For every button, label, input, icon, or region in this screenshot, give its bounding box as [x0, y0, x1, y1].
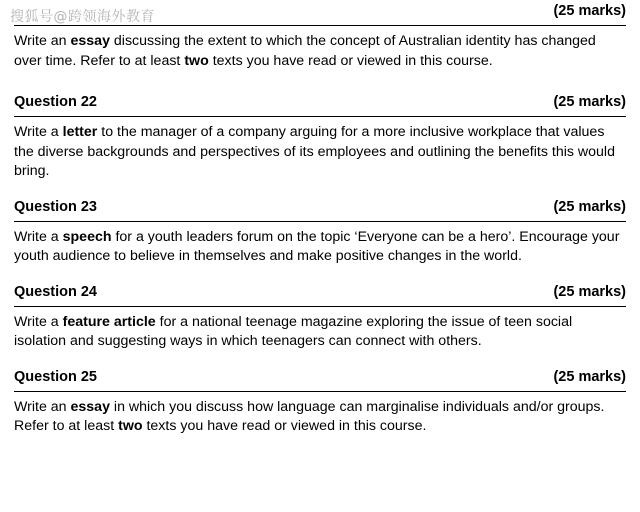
question-marks: (25 marks): [553, 3, 626, 19]
divider-rule: [14, 306, 626, 307]
body-text: Write an: [14, 398, 71, 415]
body-text: in which you discuss how language can marginalise individuals and/or groups. Refer to at least: [14, 398, 605, 434]
question-block-25: [14, 366, 626, 437]
divider-rule: [14, 391, 626, 392]
watermark-text: 搜狐号@跨领海外教育: [10, 9, 155, 25]
question-title-22: Question 22: [14, 94, 97, 110]
body-text: texts you have read or viewed in this course.: [208, 52, 493, 69]
body-text: Write an: [14, 33, 71, 49]
question-marks-25: (25 marks): [553, 368, 626, 385]
question-header-25: [14, 366, 626, 388]
question-header: [14, 0, 626, 22]
question-header-24: [14, 281, 626, 303]
body-text: Write a: [14, 313, 63, 330]
question-title-23: Question 23: [14, 198, 97, 215]
question-block-24: [14, 281, 626, 352]
emphasis-text: essay: [70, 33, 110, 49]
emphasis-text: letter: [62, 124, 98, 140]
question-text-24: [14, 313, 620, 352]
question-block-23: [14, 196, 626, 267]
question-header-22: [14, 91, 626, 113]
emphasis-text: two: [118, 418, 143, 434]
body-text: Write a: [14, 228, 63, 245]
emphasis-text: speech: [62, 228, 112, 245]
divider-rule: [14, 116, 626, 117]
question-text-25: [14, 398, 620, 437]
divider-rule: [14, 221, 626, 222]
body-text: for a youth leaders forum on the topic ‘Everyone can be a hero’. Encourage your youth audience to believe in themselves and make positive changes in the world.: [14, 228, 620, 264]
question-text-23: [14, 228, 620, 267]
question-text-22: [14, 123, 620, 182]
body-text: Write a: [14, 124, 63, 140]
emphasis-text: feature article: [62, 313, 156, 330]
body-text: discussing the extent to which the concept of Australian identity has changed over time. Refer to at least: [14, 33, 596, 69]
question-block-21: [14, 0, 626, 71]
body-text: for a national teenage magazine exploring the issue of teen social isolation and suggesting ways in which teenagers can connect with others.: [14, 313, 573, 349]
question-block-22: [14, 91, 626, 182]
question-header-23: [14, 196, 626, 218]
question-title-25: Question 25: [14, 368, 97, 385]
question-title-24: Question 24: [14, 283, 97, 300]
question-marks-24: (25 marks): [553, 283, 626, 300]
question-marks-22: (25 marks): [553, 94, 626, 110]
emphasis-text: two: [184, 52, 209, 69]
divider-rule: [14, 25, 626, 26]
question-marks-23: (25 marks): [553, 198, 626, 215]
body-text: texts you have read or viewed in this course.: [142, 418, 427, 434]
emphasis-text: essay: [70, 398, 110, 415]
question-text-21: [14, 32, 620, 71]
body-text: to the manager of a company arguing for a more inclusive workplace that values the diverse backgrounds and perspectives of its employees and outlining the benefits this would bring.: [14, 124, 615, 179]
